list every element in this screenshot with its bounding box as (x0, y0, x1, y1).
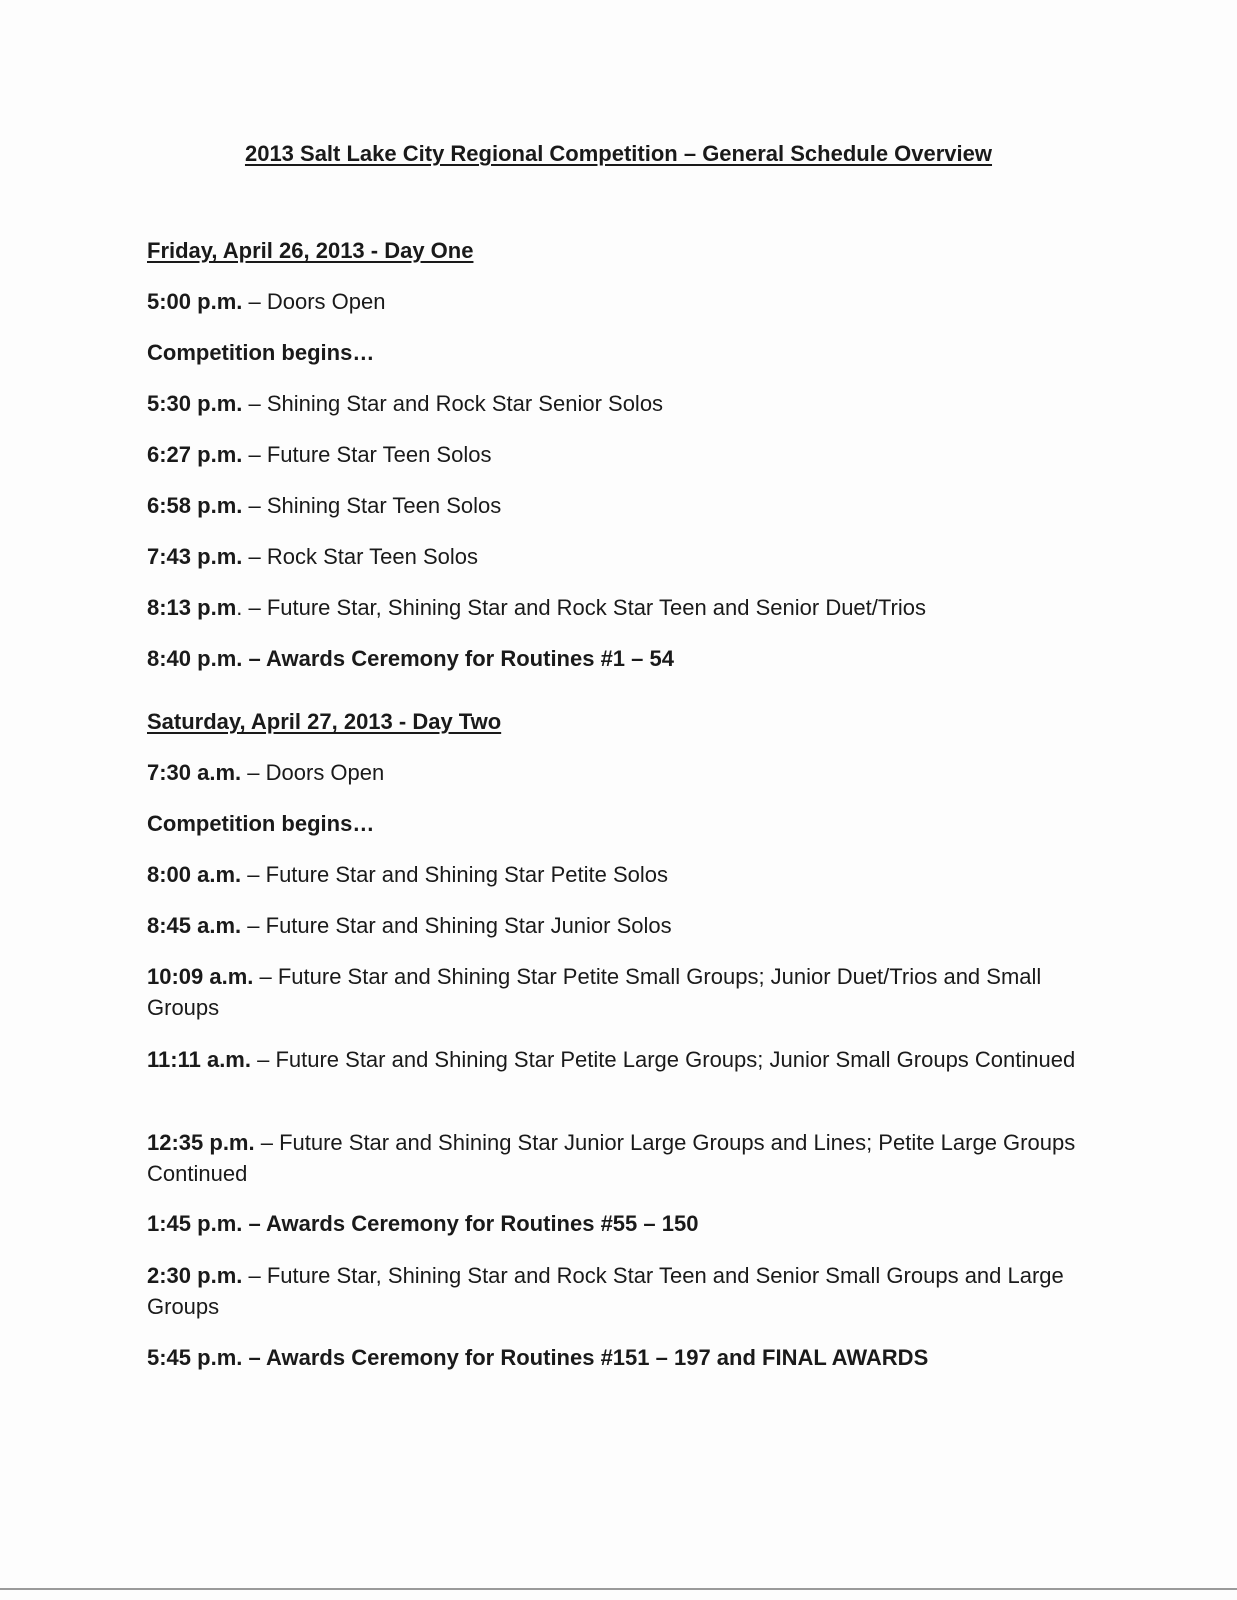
entry-description: – Awards Ceremony for Routines #55 – 150 (242, 1211, 699, 1236)
entry-time: 5:30 p.m. (147, 391, 243, 416)
entry-time: 6:58 p.m. (147, 493, 243, 518)
entry-description: – Awards Ceremony for Routines #1 – 54 (242, 646, 674, 671)
entry-description: – Doors Open (241, 760, 385, 785)
schedule-entry (147, 388, 1077, 419)
entry-description: – Awards Ceremony for Routines #151 – 197 and FINAL AWARDS (242, 1345, 929, 1370)
entry-time: 8:00 a.m. (147, 862, 242, 887)
entry-description: – Future Star and Shining Star Petite Solos (241, 862, 668, 887)
schedule-entry (147, 910, 1077, 941)
entry-time: 7:30 a.m. (147, 760, 242, 785)
schedule-entry (147, 286, 1077, 317)
day-one-heading: Friday, April 26, 2013 - Day One (147, 238, 474, 263)
entry-description: . – Future Star, Shining Star and Rock Star Teen and Senior Duet/Trios (236, 595, 926, 620)
schedule-entry (147, 1127, 1077, 1189)
entry-time: 12:35 p.m. (147, 1130, 255, 1155)
entry-time: 2:30 p.m. (147, 1263, 243, 1288)
schedule-entry (147, 1044, 1077, 1075)
schedule-entry (147, 757, 1077, 788)
entry-description: – Shining Star and Rock Star Senior Solos (242, 391, 664, 416)
document-title: 2013 Salt Lake City Regional Competition – General Schedule Overview (244, 141, 993, 166)
entry-description: – Future Star and Shining Star Petite Small Groups; Junior Duet/Trios and Small Groups (147, 964, 1042, 1020)
entry-description: – Rock Star Teen Solos (242, 544, 478, 569)
schedule-entry (147, 541, 1077, 572)
schedule-entry (147, 490, 1077, 521)
entry-time: 1:45 p.m. (147, 1211, 243, 1236)
entry-time: 8:45 a.m. (147, 913, 242, 938)
entry-description: – Future Star and Shining Star Junior Large Groups and Lines; Petite Large Groups Continued (147, 1130, 1076, 1186)
entry-description: – Doors Open (242, 289, 386, 314)
entry-time: 11:11 a.m. (147, 1047, 251, 1072)
entry-time: 8:13 p.m (147, 595, 237, 620)
entry-time: 7:43 p.m. (147, 544, 243, 569)
schedule-entry (147, 961, 1077, 1023)
entry-description: – Shining Star Teen Solos (242, 493, 502, 518)
day-two-heading: Saturday, April 27, 2013 - Day Two (147, 709, 502, 734)
competition-begins-note: Competition begins… (147, 340, 375, 365)
entry-time: 8:40 p.m. (147, 646, 243, 671)
entry-time: 10:09 a.m. (147, 964, 254, 989)
final-awards-entry (147, 1342, 1077, 1373)
awards-entry (147, 1208, 1077, 1239)
entry-description: – Future Star Teen Solos (242, 442, 492, 467)
schedule-entry (147, 859, 1077, 890)
entry-description: – Future Star, Shining Star and Rock Star Teen and Senior Small Groups and Large Groups (147, 1263, 1064, 1319)
awards-entry (147, 643, 1077, 674)
competition-begins-note: Competition begins… (147, 811, 375, 836)
page-bottom-edge (0, 1588, 1237, 1590)
entry-description: – Future Star and Shining Star Petite Large Groups; Junior Small Groups Continued (250, 1047, 1076, 1072)
schedule-entry (147, 1260, 1077, 1322)
entry-time: 5:45 p.m. (147, 1345, 243, 1370)
schedule-entry (147, 439, 1077, 470)
entry-time: 5:00 p.m. (147, 289, 243, 314)
entry-description: – Future Star and Shining Star Junior Solos (241, 913, 672, 938)
schedule-entry (147, 592, 1077, 623)
entry-time: 6:27 p.m. (147, 442, 243, 467)
